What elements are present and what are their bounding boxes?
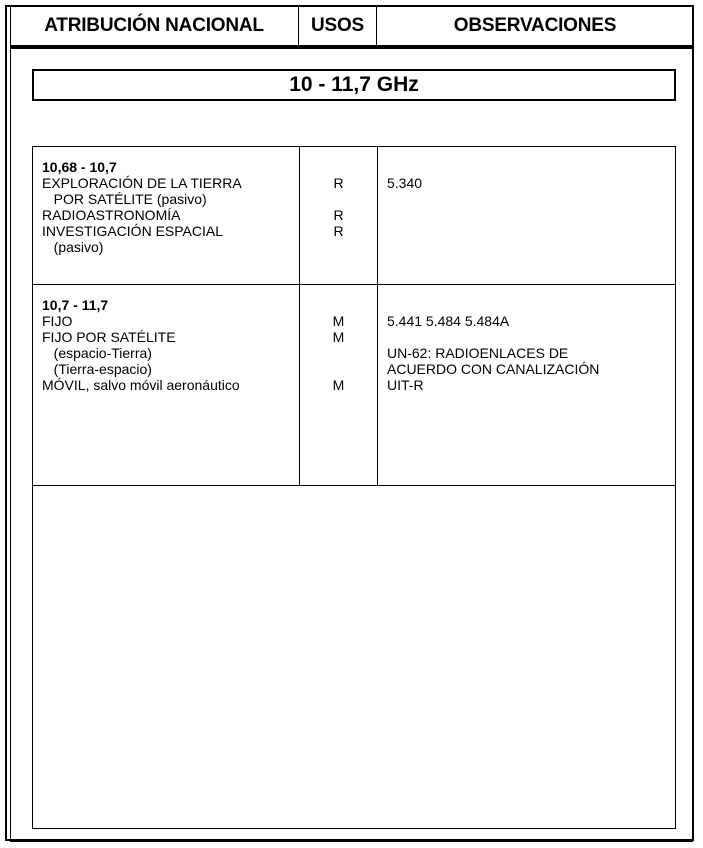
table-header [10, 5, 693, 49]
service-line: (pasivo) [42, 239, 104, 255]
uso-value: R [333, 223, 344, 239]
frequency-range: 10,68 - 10,7 [42, 159, 117, 175]
table-row [33, 147, 675, 285]
frequency-range: 10,7 - 11,7 [42, 297, 109, 313]
uso-value: R [333, 207, 344, 223]
service-line: EXPLORACIÓN DE LA TIERRA [42, 175, 242, 191]
header-observaciones: OBSERVACIONES [453, 15, 617, 36]
table-row [33, 285, 675, 486]
service-line: POR SATÉLITE (pasivo) [42, 191, 207, 207]
frequency-band-title: 10 - 11,7 GHz [32, 69, 676, 101]
observacion-text: UIT-R [387, 377, 424, 393]
usos-cell [300, 285, 378, 485]
uso-value: M [332, 329, 345, 345]
service-line: RADIOASTRONOMÍA [42, 207, 181, 223]
uso-value [300, 345, 377, 361]
service-line: (espacio-Tierra) [42, 345, 152, 361]
service-line: MÓVIL, salvo móvil aeronáutico [42, 377, 240, 393]
uso-value [300, 361, 377, 377]
observacion-text [387, 329, 675, 345]
atribucion-cell [33, 147, 300, 284]
uso-value: M [332, 377, 345, 393]
service-line: FIJO [42, 313, 73, 329]
observaciones-cell [378, 147, 675, 284]
service-line: INVESTIGACIÓN ESPACIAL [42, 223, 224, 239]
uso-value: R [333, 175, 344, 191]
allocation-table [32, 146, 676, 829]
service-line: FIJO POR SATÉLITE [42, 329, 176, 345]
header-atribucion-nacional: ATRIBUCIÓN NACIONAL [10, 7, 299, 45]
observacion-text: UN-62: RADIOENLACES DE [387, 345, 569, 361]
usos-cell [300, 147, 378, 284]
uso-value [300, 191, 377, 207]
observaciones-cell [378, 285, 675, 485]
service-line: (Tierra-espacio) [42, 361, 152, 377]
observacion-text: 5.441 5.484 5.484A [387, 313, 510, 329]
uso-value: M [332, 313, 345, 329]
atribucion-cell [33, 285, 300, 485]
header-usos: USOS [299, 7, 377, 45]
table-row-empty [33, 486, 675, 828]
observacion-text: 5.340 [387, 175, 423, 191]
observacion-text: ACUERDO CON CANALIZACIÓN [387, 361, 600, 377]
